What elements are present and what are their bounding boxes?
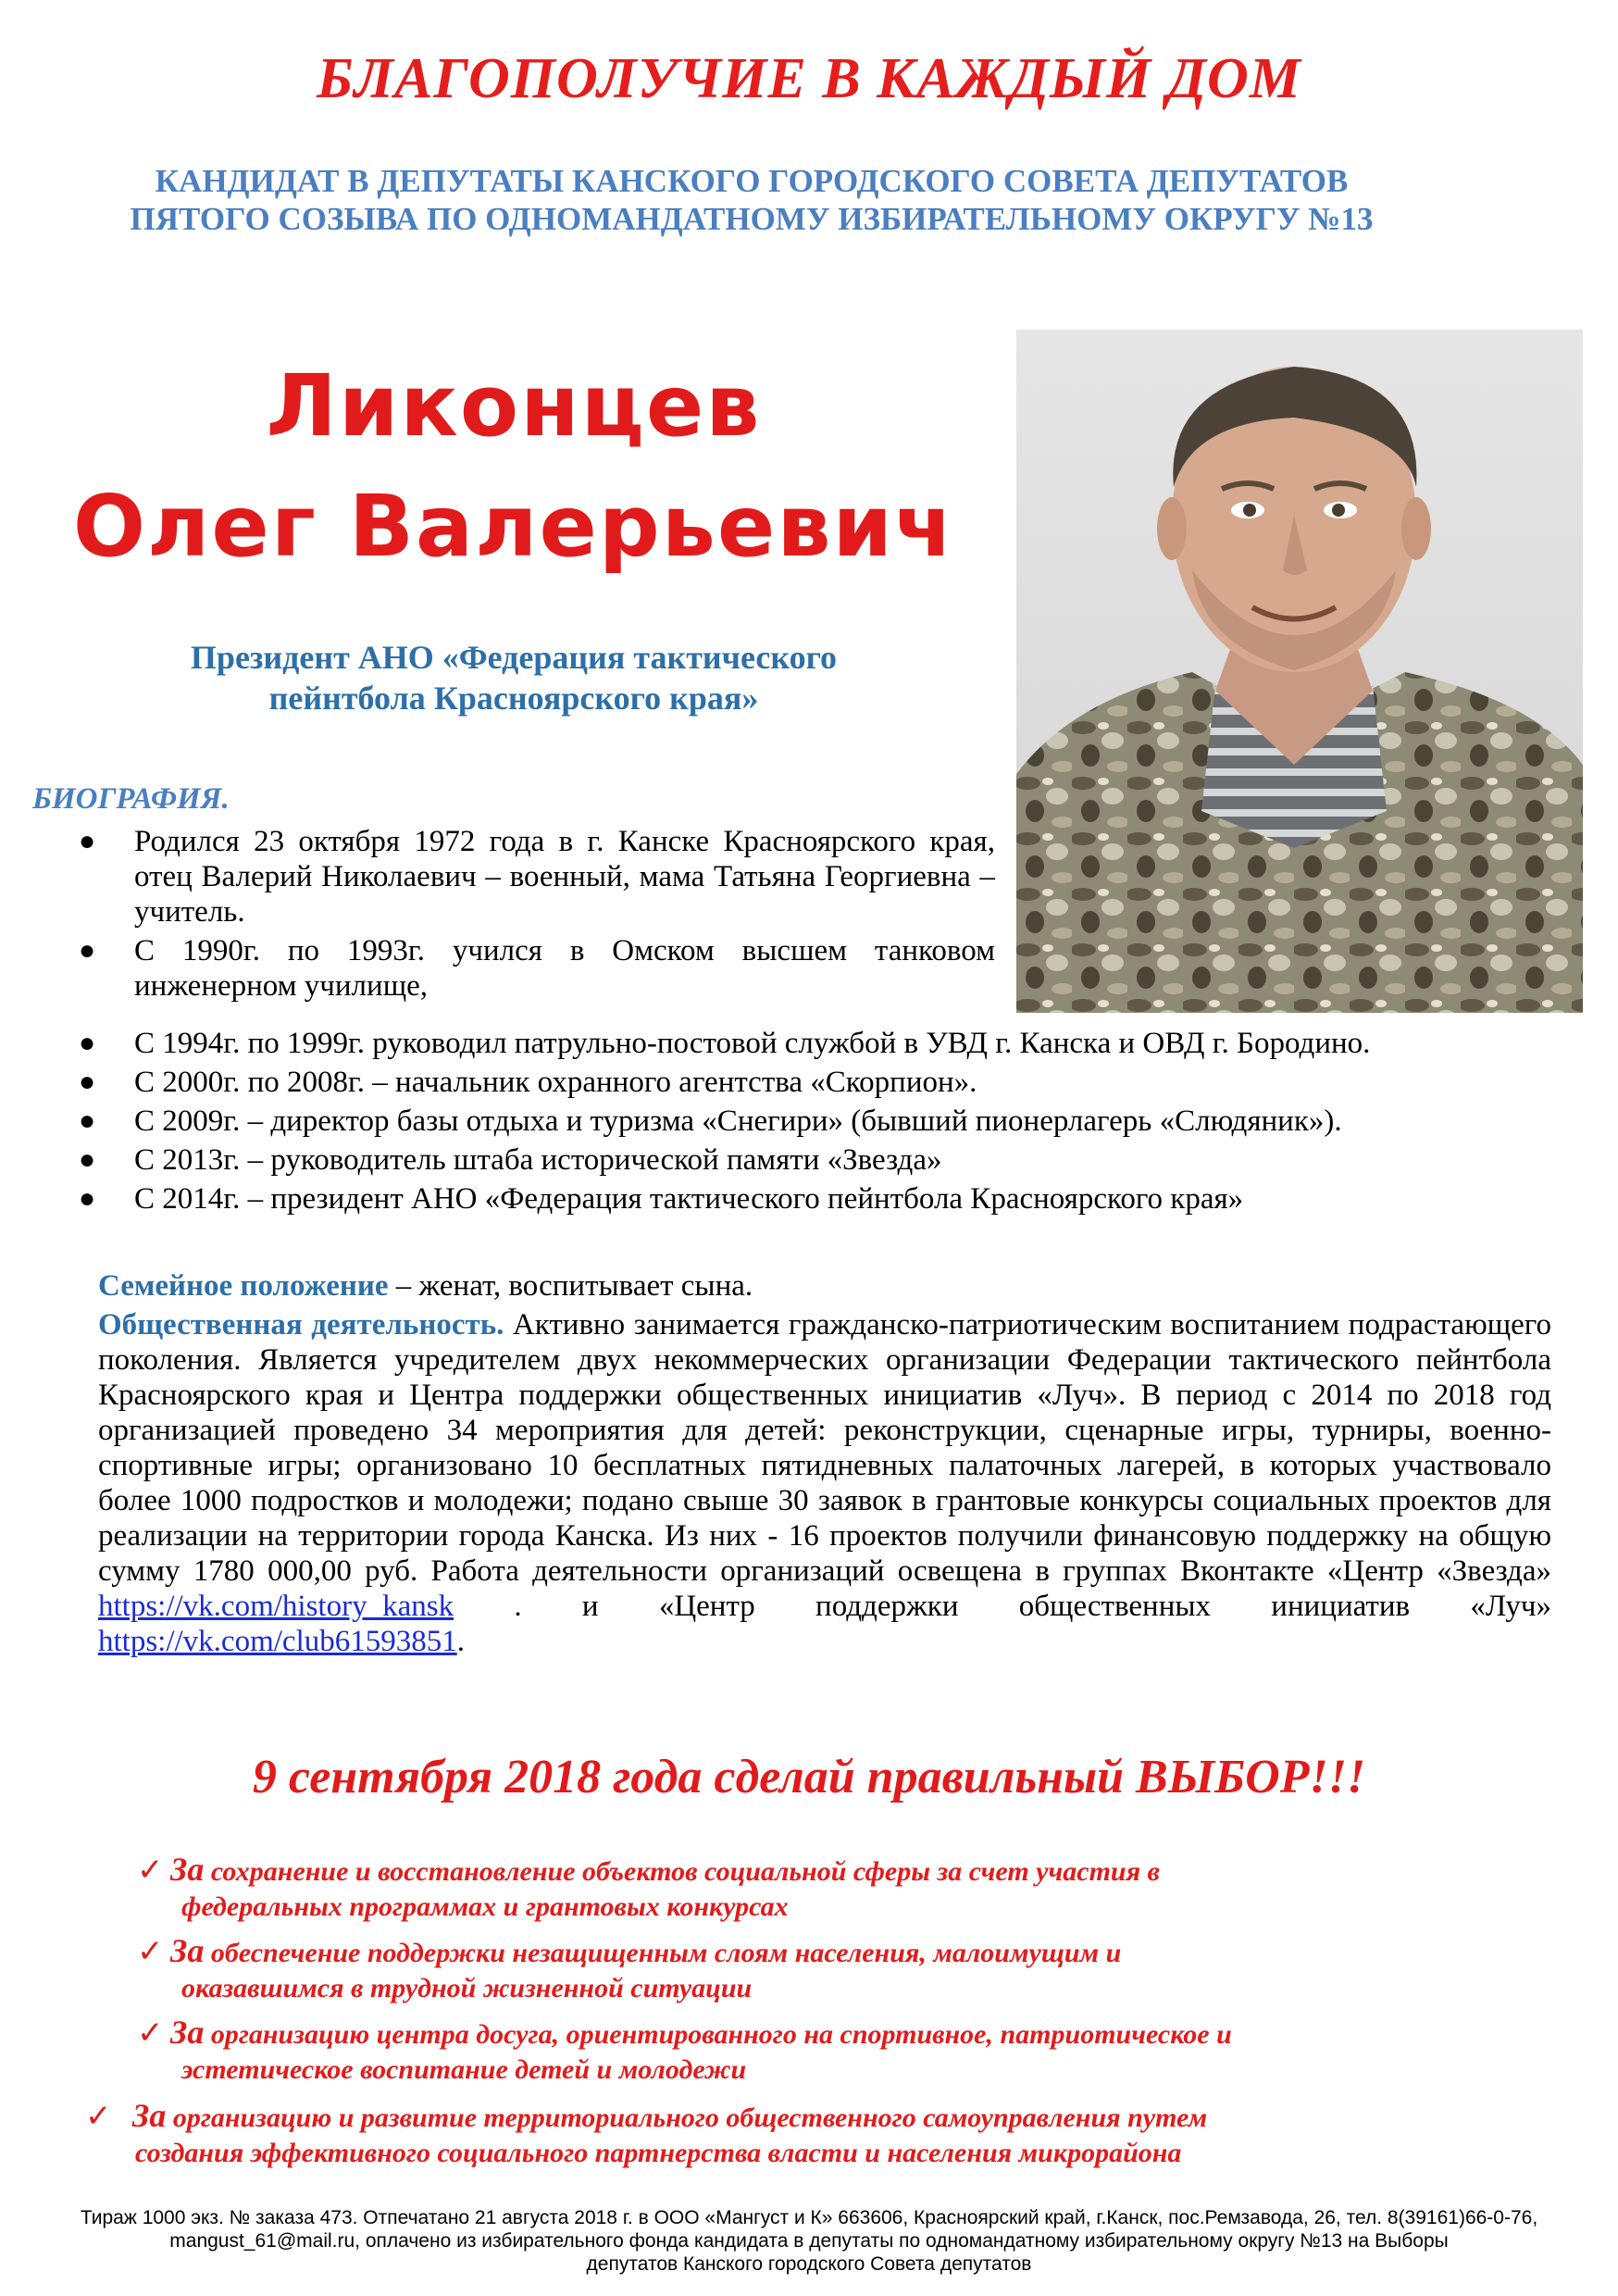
imprint-line-1: Тираж 1000 экз. № заказа 473. Отпечатано 21 августа 2018 г. в ООО «Мангуст и К» 663606, Красноярский край, г.Канск, пос.Ремзавода, 26, тел. 8(39161)66-0-76, bbox=[80, 2207, 1538, 2228]
list-item: ● С 2009г. – директор базы отдыха и туризма «Снегири» (бывший пионерлагерь «Слюдяник»). bbox=[79, 1104, 1342, 1138]
family-label: Семейное положение bbox=[98, 1269, 389, 1303]
check-icon: ✓ bbox=[85, 2098, 112, 2135]
position-line-1: Президент АНО «Федерация тактического bbox=[190, 639, 838, 676]
public-activity bbox=[98, 1307, 1551, 1659]
bullet-icon: ● bbox=[79, 1105, 96, 1136]
list-item: ● С 2014г. – президент АНО «Федерация тактического пейнтбола Красноярского края» bbox=[79, 1182, 1244, 1216]
call-to-action: 9 сентября 2018 года сделай правильный ВЫБОР!!! bbox=[252, 1751, 1366, 1803]
bullet-icon: ● bbox=[79, 935, 96, 966]
bullet-icon: ● bbox=[79, 1028, 96, 1058]
bullet-icon: ● bbox=[79, 1144, 96, 1175]
check-icon: ✓ bbox=[137, 1933, 164, 1970]
biography-heading: БИОГРАФИЯ. bbox=[32, 782, 230, 816]
position-line-2: пейнтбола Красноярского края» bbox=[268, 680, 759, 717]
list-item: ● С 2013г. – руководитель штаба исторической памяти «Звезда» bbox=[79, 1143, 942, 1177]
pledge-item: ✓ За организацию центра досуга, ориентированного на спортивное, патриотическое и эстетическое воспитание детей и молодежи bbox=[137, 2014, 1232, 2085]
candidate-subtitle bbox=[0, 162, 1503, 238]
public-text-3: . bbox=[456, 1625, 465, 1658]
list-item: ● С 1990г. по 1993г. учился в Омском высшем танковом инженерном училище, bbox=[79, 934, 995, 1003]
check-icon: ✓ bbox=[137, 1852, 164, 1889]
bullet-icon: ● bbox=[79, 1067, 96, 1097]
imprint-line-3: депутатов Канского городского Совета депутатов bbox=[586, 2253, 1032, 2275]
list-item: ● Родился 23 октября 1972 года в г. Канске Красноярского края, отец Валерий Николаевич – военный, мама Татьяна Георгиевна – учитель. bbox=[79, 825, 995, 929]
link-club[interactable]: https://vk.com/club61593851 bbox=[98, 1625, 457, 1658]
family-status bbox=[98, 1268, 1551, 1304]
family-text: – женат, воспитывает сына. bbox=[388, 1269, 753, 1303]
pledge-item: ✓ За организацию и развитие территориального общественного самоуправления путем создания эффективного социального партнерства власти и населения микрорайона bbox=[85, 2097, 1208, 2168]
public-text-1: Активно занимается гражданско-патриотическим воспитанием подрастающего поколения. Является учредителем двух некоммерческих организации Федерации тактического пейнтбола Красноярского края и Центра поддержки общественных инициатив «Луч». В период с 2014 по 2018 год организацией проведено 34 мероприятия для детей: реконструкции, сценарные игры, турниры, военно-спортивные игры; организовано 10 бесплатных пятидневных палаточных лагерей, в которых участвовало более 1000 подростков и молодежи; подано свыше 30 заявок в грантовые конкурсы социальных проектов для реализации на территории города Канска. Из них - 16 проектов получили финансовую поддержку на общую сумму 1780 000,00 руб. Работа деятельности организаций освещена в группах Вконтакте «Центр «Звезда» bbox=[98, 1308, 1551, 1588]
imprint bbox=[0, 2206, 1618, 2276]
public-label: Общественная деятельность. bbox=[98, 1308, 504, 1341]
link-history-kansk[interactable]: https://vk.com/history_kansk bbox=[98, 1590, 454, 1623]
imprint-line-2: mangust_61@mail.ru, оплачено из избирательного фонда кандидата в депутаты по одномандатному избирательному округу №13 на Выборы bbox=[169, 2230, 1449, 2252]
list-item: ● С 1994г. по 1999г. руководил патрульно-постовой службой в УВД г. Канска и ОВД г. Бородино. bbox=[79, 1027, 1371, 1060]
biography-list-bottom bbox=[79, 1026, 1550, 1220]
list-item: ● С 2000г. по 2008г. – начальник охранного агентства «Скорпион». bbox=[79, 1066, 977, 1099]
biography-list-top bbox=[79, 824, 995, 1007]
candidate-surname: Ликонцев bbox=[266, 356, 762, 455]
candidate-position bbox=[88, 637, 940, 718]
candidate-photo bbox=[1016, 330, 1583, 1013]
subtitle-line-2: ПЯТОГО СОЗЫВА ПО ОДНОМАНДАТНОМУ ИЗБИРАТЕЛЬНОМУ ОКРУГУ №13 bbox=[130, 201, 1374, 237]
pledge-item: ✓ За сохранение и восстановление объектов социальной сферы за счет участия в федеральных программах и грантовых конкурсах bbox=[137, 1851, 1160, 1922]
bullet-icon: ● bbox=[79, 826, 96, 856]
check-icon: ✓ bbox=[137, 2015, 164, 2052]
slogan: БЛАГОПОЛУЧИЕ В КАЖДЫЙ ДОМ bbox=[317, 47, 1301, 110]
pledge-item: ✓ За обеспечение поддержки незащищенным слоям населения, малоимущим и оказавшимся в трудной жизненной ситуации bbox=[137, 1932, 1122, 2003]
subtitle-line-1: КАНДИДАТ В ДЕПУТАТЫ КАНСКОГО ГОРОДСКОГО СОВЕТА ДЕПУТАТОВ bbox=[155, 163, 1349, 199]
public-text-2: . и «Центр поддержки общественных инициатив «Луч» bbox=[454, 1590, 1551, 1623]
bullet-icon: ● bbox=[79, 1183, 96, 1214]
candidate-given-names: Олег Валерьевич bbox=[72, 477, 955, 576]
